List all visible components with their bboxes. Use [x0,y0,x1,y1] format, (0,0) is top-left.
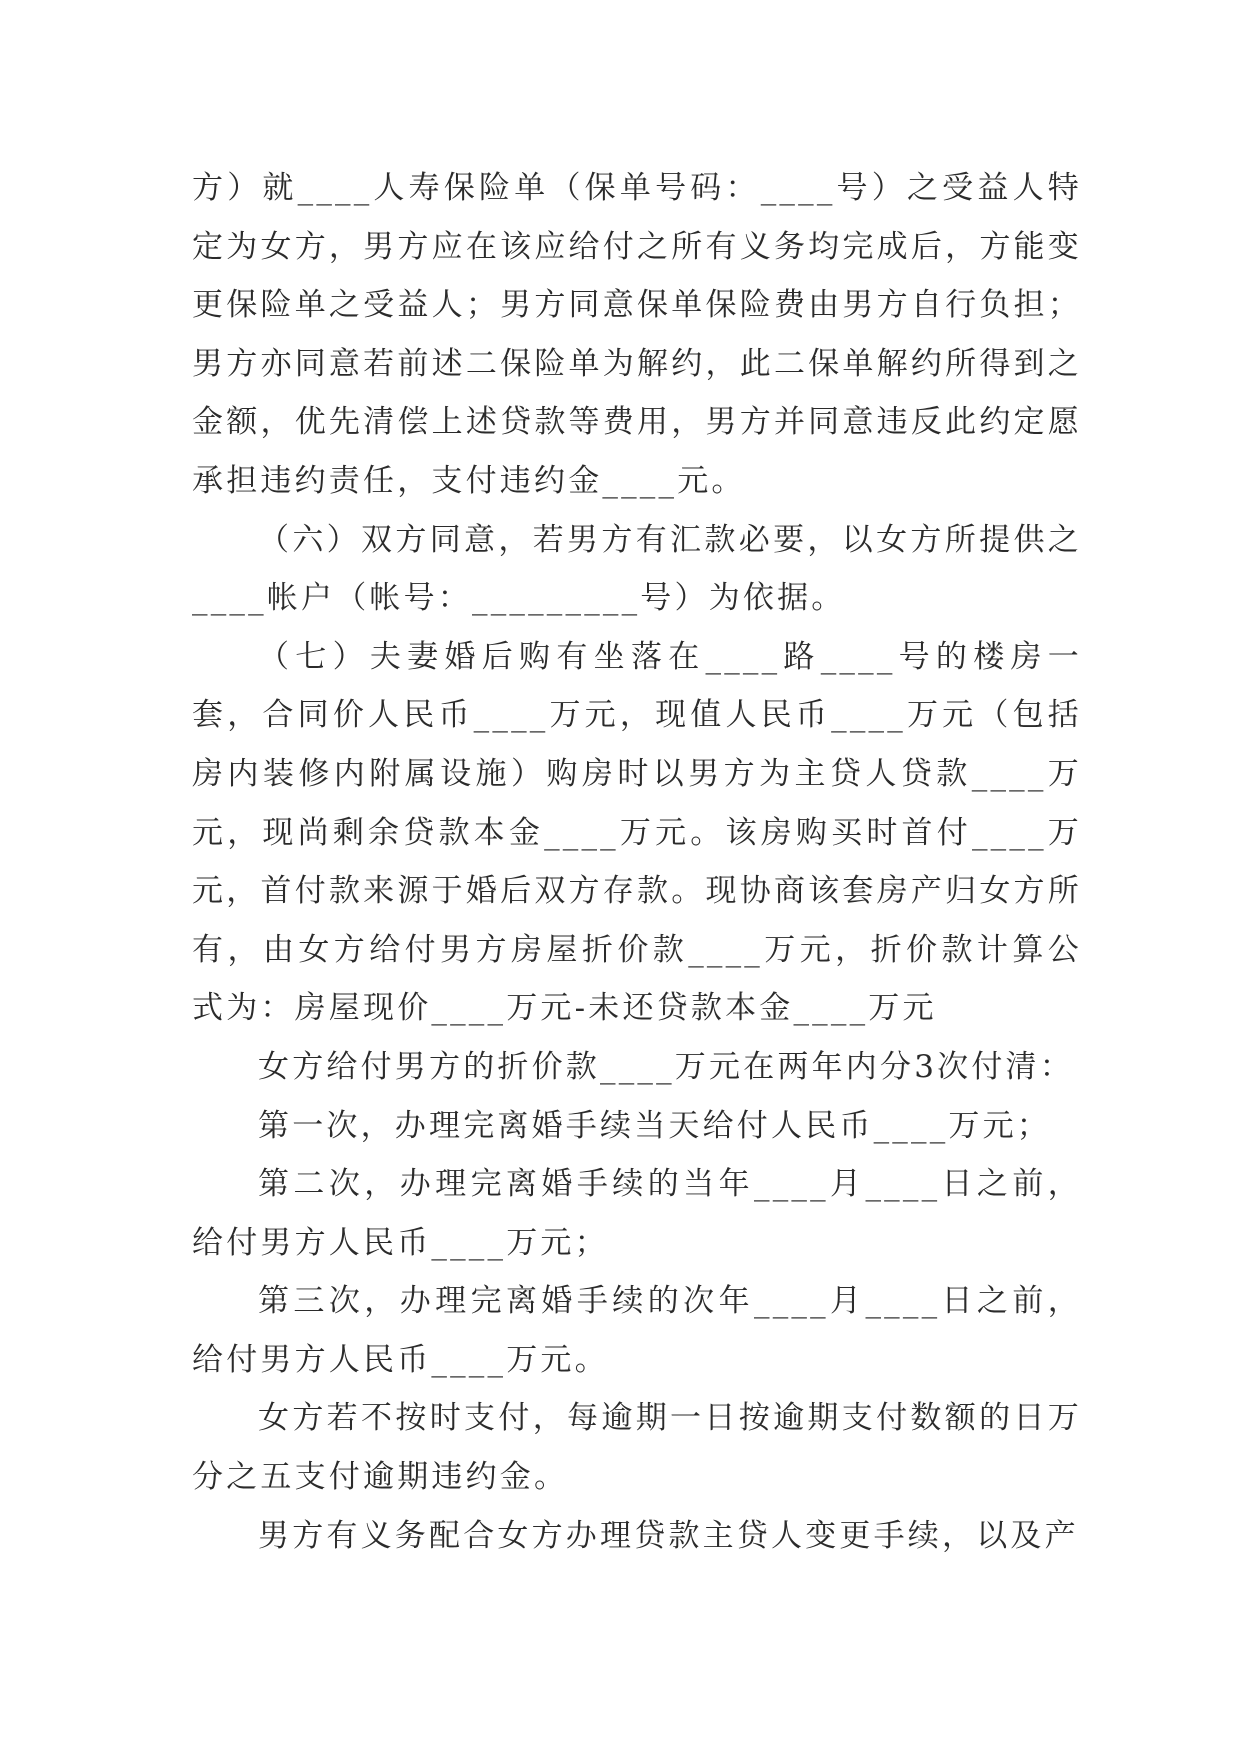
paragraph-second-payment: 第二次，办理完离婚手续的当年____月____日之前，给付男方人民币____万元； [192,1166,1082,1261]
paragraph-first-payment: 第一次，办理完离婚手续当天给付人民币____万元； [258,1107,1051,1144]
document-body [192,159,1082,1565]
paragraph-loan-transfer: 男方有义务配合女方办理贷款主贷人变更手续，以及产 [258,1517,1079,1554]
paragraph-third-payment: 第三次，办理完离婚手续的次年____月____日之前，给付男方人民币____万元。 [192,1283,1082,1378]
paragraph-payment-schedule: 女方给付男方的折价款____万元在两年内分3次付清： [258,1048,1074,1085]
paragraph-late-penalty: 女方若不按时支付，每逾期一日按逾期支付数额的日万分之五支付逾期违约金。 [192,1400,1082,1496]
paragraph-insurance-beneficiary: 方）就____人寿保险单（保单号码：____号）之受益人特定为女方，男方应在该应给付之所有义务均完成后，方能变更保险单之受益人；男方同意保单保险费由男方自行负担；男方亦同意若前述二保险单为解约，此二保单解约所得到之金额，优先清偿上述贷款等费用，男方并同意违反此约定愿承担违约责任，支付违约金____元。 [192,170,1082,499]
paragraph-remittance-account: （六）双方同意，若男方有汇款必要，以女方所提供之____帐户（帐号：_________号）为依据。 [192,521,1082,617]
paragraph-marital-property: （七）夫妻婚后购有坐落在____路____号的楼房一套，合同价人民币____万元，现值人民币____万元（包括房内装修内附属设施）购房时以男方为主贷人贷款____万元，现尚剩余贷款本金____万元。该房购买时首付____万元，首付款来源于婚后双方存款。现协商该套房产归女方所有，由女方给付男方房屋折价款____万元，折价款计算公式为：房屋现价____万元-未还贷款本金____万元 [192,638,1082,1027]
